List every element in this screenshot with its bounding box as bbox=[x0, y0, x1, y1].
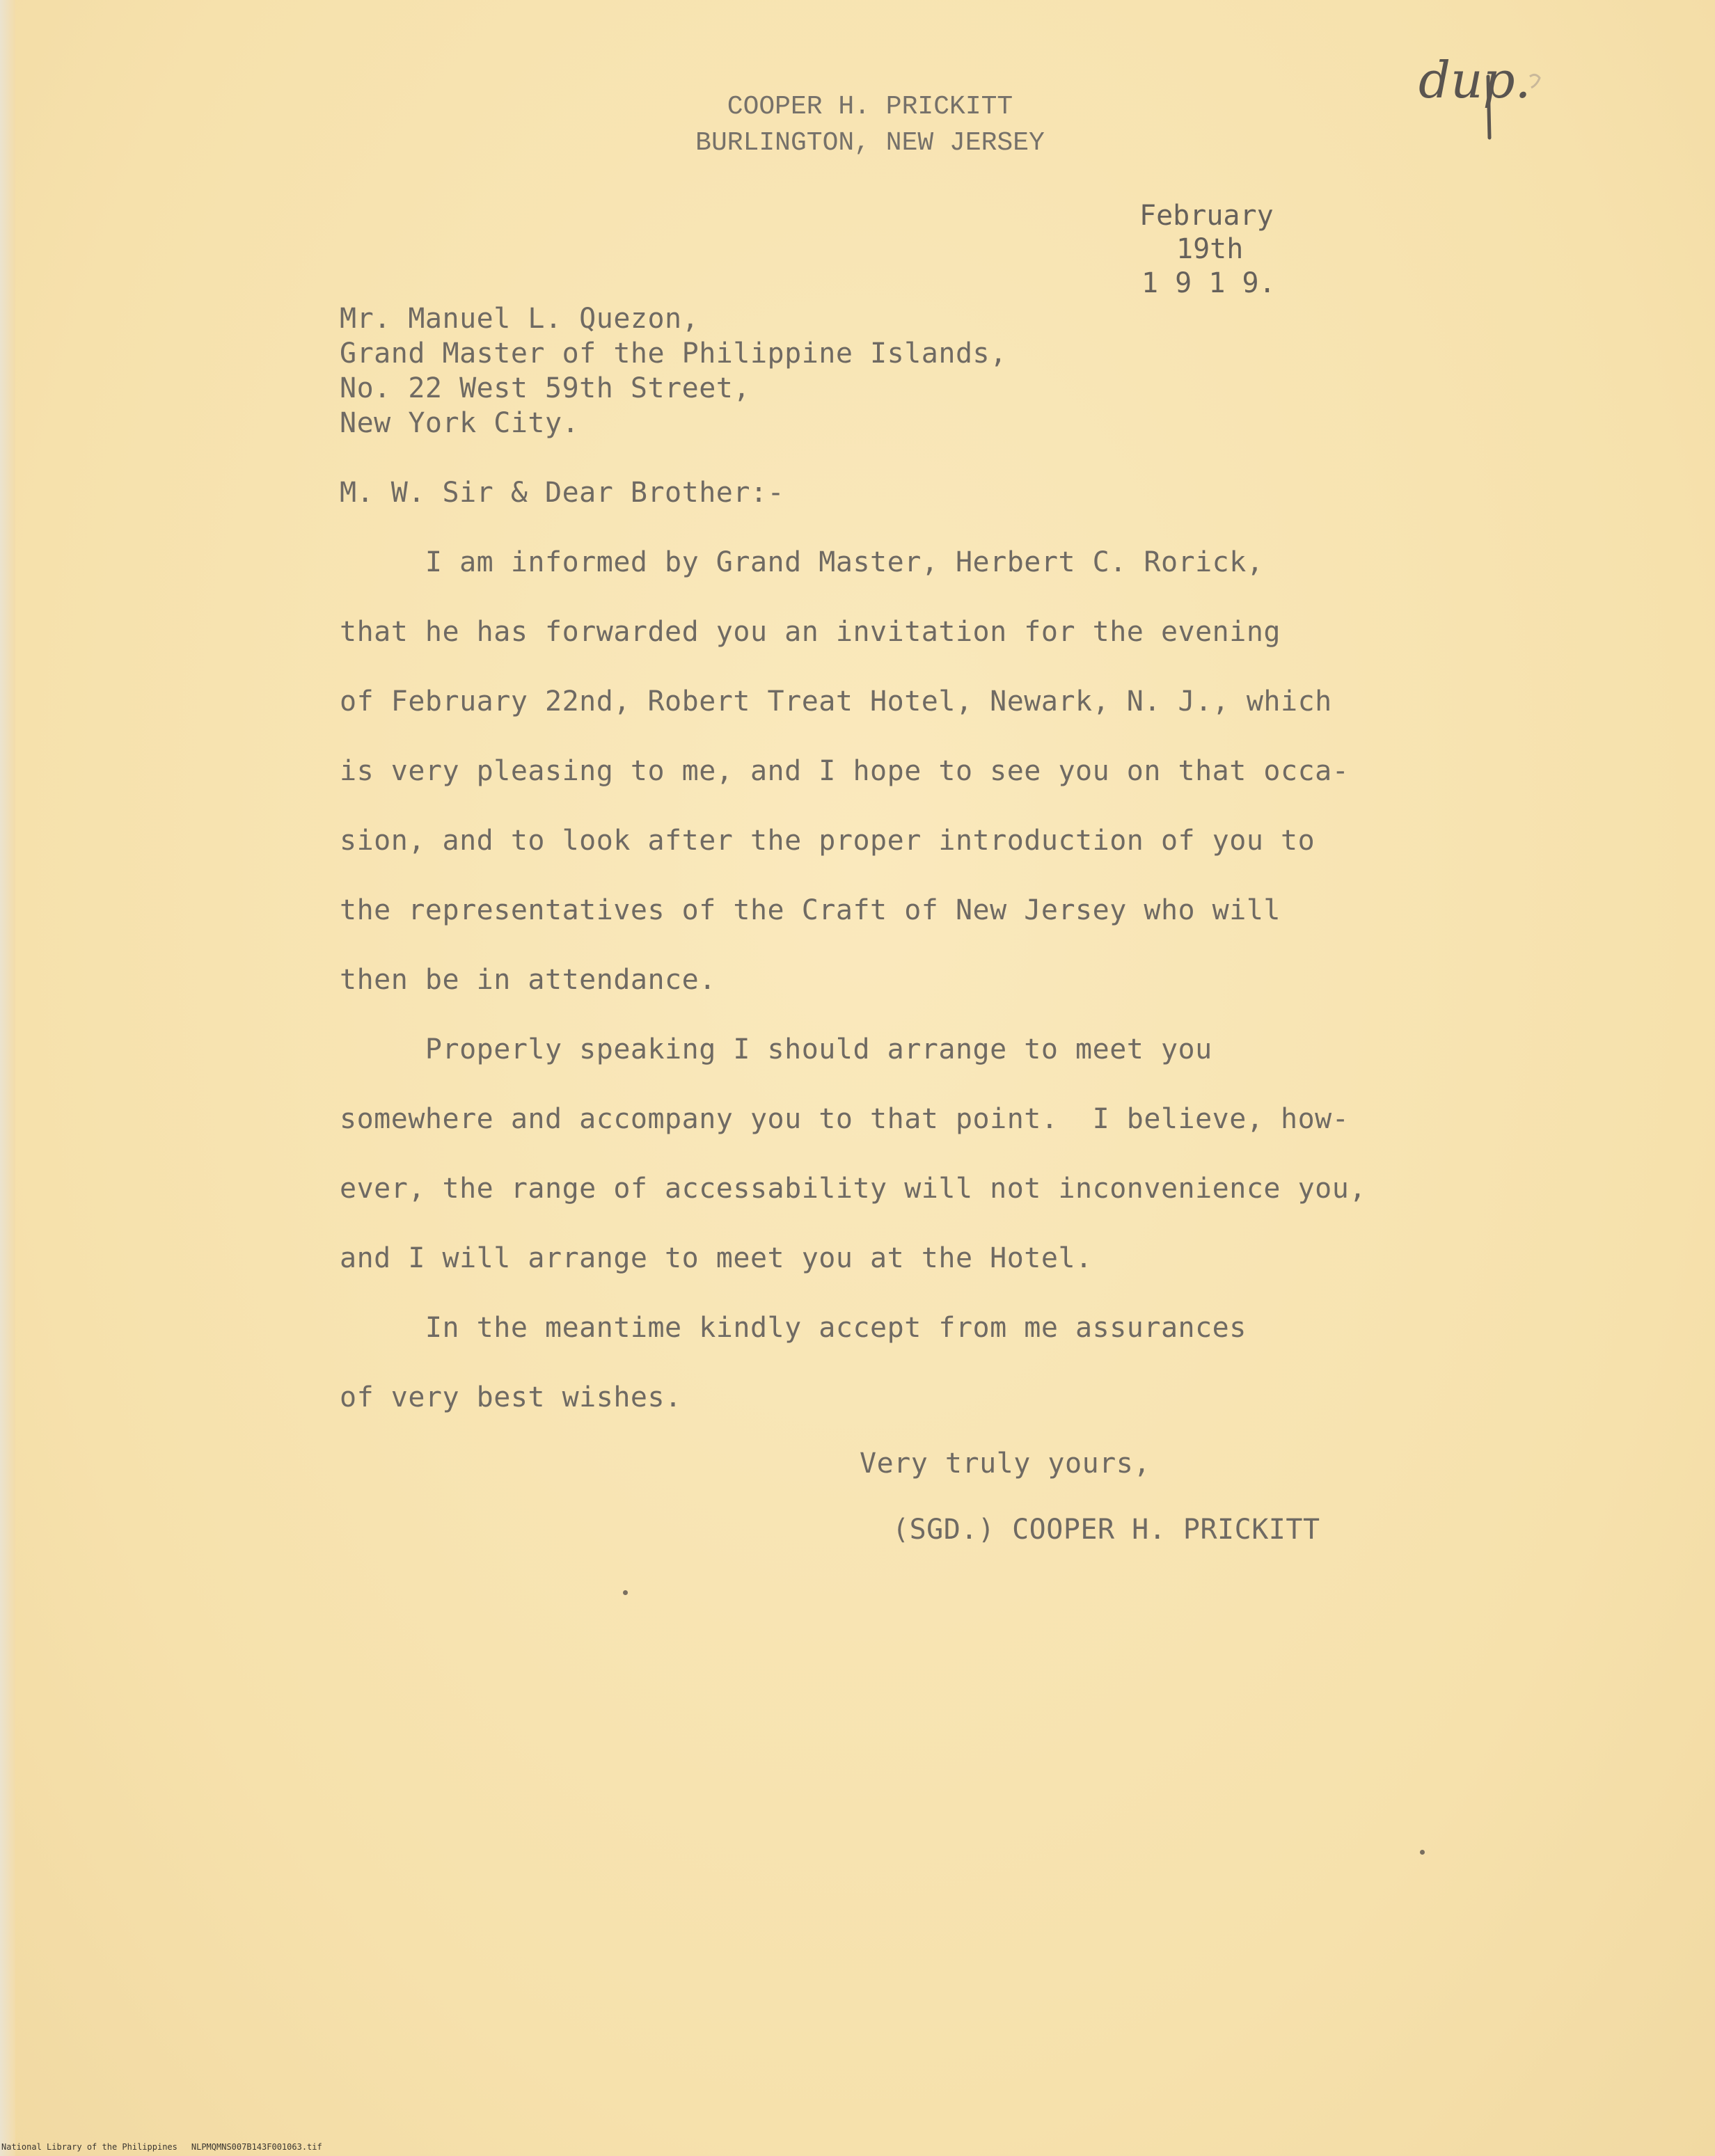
body-line: then be in attendance. bbox=[340, 964, 716, 996]
signature: (SGD.) COOPER H. PRICKITT bbox=[892, 1514, 1320, 1546]
letterhead-name: COOPER H. PRICKITT bbox=[727, 92, 1013, 122]
body-line: is very pleasing to me, and I hope to see you on that occa- bbox=[340, 755, 1350, 787]
scan-edge bbox=[0, 0, 15, 2156]
footer-library: National Library of the Philippines bbox=[1, 2142, 177, 2152]
letterhead-location: BURLINGTON, NEW JERSEY bbox=[695, 128, 1045, 158]
body-line: Properly speaking I should arrange to meet you bbox=[340, 1033, 1212, 1065]
body-line: ever, the range of accessability will not inconvenience you, bbox=[340, 1173, 1366, 1205]
body-line: I am informed by Grand Master, Herbert C. Rorick, bbox=[340, 546, 1264, 578]
scan-footer bbox=[1, 2142, 336, 2152]
footer-file-id: NLPMQMNS007B143F001063.tif bbox=[191, 2142, 322, 2152]
date-day: 19th bbox=[1176, 233, 1244, 265]
body-line: sion, and to look after the proper introduction of you to bbox=[340, 825, 1315, 857]
closing: Very truly yours, bbox=[860, 1448, 1151, 1480]
annotation-text: dup. bbox=[1418, 51, 1531, 109]
recipient-title: Grand Master of the Philippine Islands, bbox=[340, 338, 1007, 370]
recipient-name: Mr. Manuel L. Quezon, bbox=[340, 303, 700, 335]
recipient-street: No. 22 West 59th Street, bbox=[340, 372, 750, 404]
body-line: and I will arrange to meet you at the Hotel. bbox=[340, 1242, 1093, 1274]
handwritten-annotation bbox=[1413, 49, 1594, 153]
body-line: the representatives of the Craft of New Jersey who will bbox=[340, 894, 1281, 926]
body-line: somewhere and accompany you to that point. I believe, how- bbox=[340, 1103, 1350, 1135]
body-line: that he has forwarded you an invitation for the evening bbox=[340, 616, 1281, 648]
paper-speck bbox=[623, 1590, 628, 1595]
body-line: In the meantime kindly accept from me assurances bbox=[340, 1312, 1247, 1344]
body-line: of February 22nd, Robert Treat Hotel, Newark, N. J., which bbox=[340, 685, 1332, 718]
date-month: February bbox=[1139, 200, 1274, 232]
salutation: M. W. Sir & Dear Brother:- bbox=[340, 477, 785, 509]
recipient-city: New York City. bbox=[340, 407, 580, 439]
body-line: of very best wishes. bbox=[340, 1381, 682, 1413]
paper-speck bbox=[1420, 1850, 1425, 1855]
date-year: 1 9 1 9. bbox=[1141, 267, 1276, 299]
